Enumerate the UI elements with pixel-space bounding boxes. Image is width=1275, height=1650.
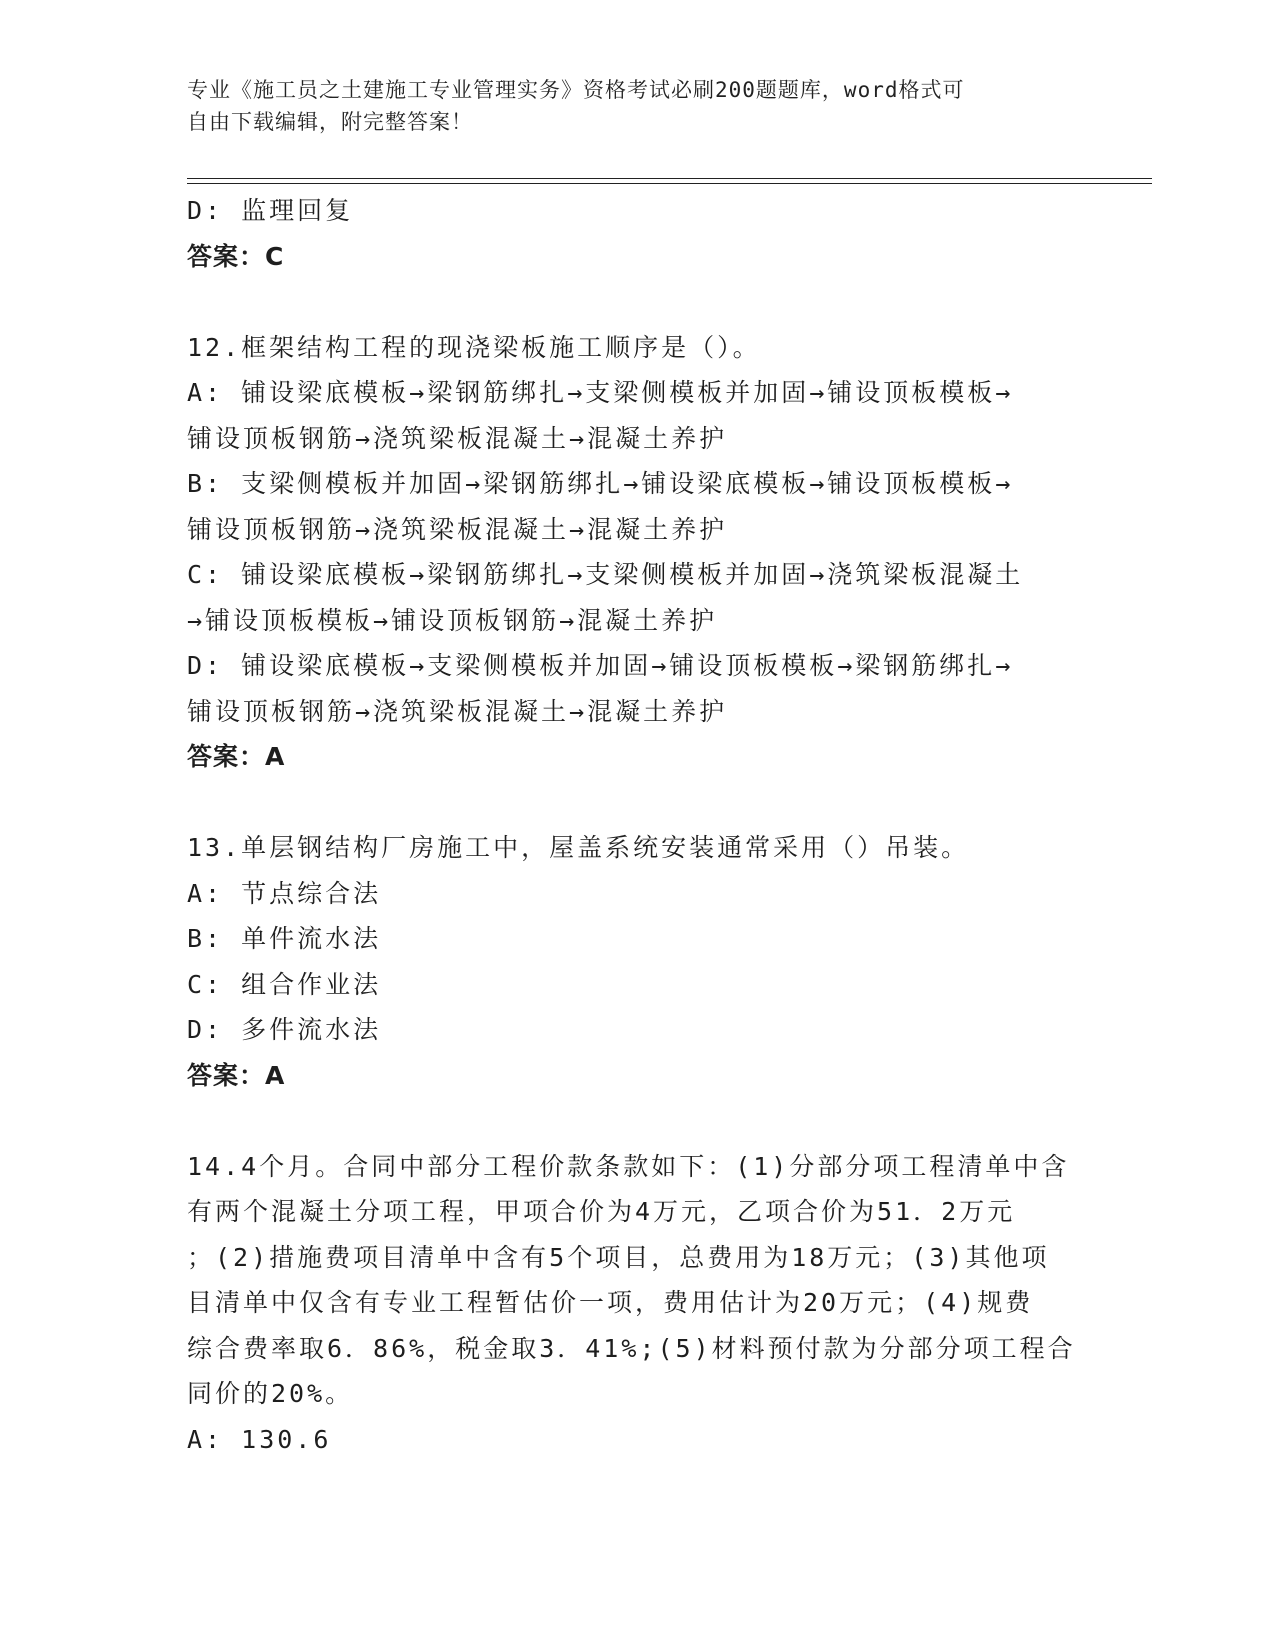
- question-stem-continued: ；(2)措施费项目清单中含有5个项目，总费用为18万元；(3)其他项: [187, 1242, 1050, 1272]
- option-c-continued: →铺设顶板模板→铺设顶板钢筋→混凝土养护: [187, 605, 718, 635]
- option-c: C: 组合作业法: [187, 969, 382, 999]
- header-title-line-2: 自由下载编辑，附完整答案！: [187, 110, 473, 134]
- question-stem: 12.框架结构工程的现浇梁板施工顺序是（）。: [187, 332, 761, 362]
- option-d: D: 监理回复: [187, 196, 354, 225]
- option-a: A: 节点综合法: [187, 878, 382, 908]
- question-14: [187, 1144, 1087, 1463]
- question-12: [187, 325, 1087, 780]
- option-b-continued: 铺设顶板钢筋→浇筑梁板混凝土→混凝土养护: [187, 514, 728, 544]
- spacer: [187, 780, 1087, 826]
- question-stem-continued: 有两个混凝土分项工程，甲项合价为4万元，乙项合价为51．2万元: [187, 1197, 1016, 1226]
- option-a-continued: 铺设顶板钢筋→浇筑梁板混凝土→混凝土养护: [187, 423, 728, 453]
- option-c: C: 铺设梁底模板→梁钢筋绑扎→支梁侧模板并加固→浇筑梁板混凝土: [187, 560, 1024, 589]
- option-b: B: 单件流水法: [187, 924, 382, 953]
- question-stem-continued: 同价的20%。: [187, 1379, 354, 1408]
- question-13: [187, 825, 1087, 1098]
- question-stem: 14.4个月。合同中部分工程价款条款如下：(1)分部分项工程清单中含: [187, 1151, 1070, 1181]
- option-d: D: 铺设梁底模板→支梁侧模板并加固→铺设顶板模板→梁钢筋绑扎→: [187, 651, 1014, 680]
- question-11-tail: [187, 188, 1087, 279]
- answer-line: 答案：C: [187, 241, 285, 271]
- header-divider-bottom: [187, 183, 1152, 184]
- spacer: [187, 1098, 1087, 1144]
- option-b: B: 支梁侧模板并加固→梁钢筋绑扎→铺设梁底模板→铺设顶板模板→: [187, 469, 1014, 498]
- header-divider-top: [187, 178, 1152, 179]
- answer-line: 答案：A: [187, 742, 286, 771]
- question-stem-continued: 目清单中仅含有专业工程暂估价一项，费用估计为20万元；(4)规费: [187, 1288, 1034, 1317]
- option-a: A: 铺设梁底模板→梁钢筋绑扎→支梁侧模板并加固→铺设顶板模板→: [187, 378, 1014, 407]
- page-header: [187, 74, 1067, 138]
- answer-line: 答案：A: [187, 1060, 286, 1090]
- option-d-continued: 铺设顶板钢筋→浇筑梁板混凝土→混凝土养护: [187, 696, 728, 726]
- option-d: D: 多件流水法: [187, 1015, 382, 1044]
- header-title-line-1: 专业《施工员之土建施工专业管理实务》资格考试必刷200题题库，word格式可: [187, 78, 965, 102]
- spacer: [187, 279, 1087, 325]
- question-stem-continued: 综合费率取6．86%，税金取3．41%;(5)材料预付款为分部分项工程合: [187, 1333, 1076, 1363]
- question-content: [187, 188, 1087, 1462]
- option-a: A: 130.6: [187, 1424, 332, 1454]
- question-stem: 13.单层钢结构厂房施工中，屋盖系统安装通常采用（）吊装。: [187, 833, 970, 862]
